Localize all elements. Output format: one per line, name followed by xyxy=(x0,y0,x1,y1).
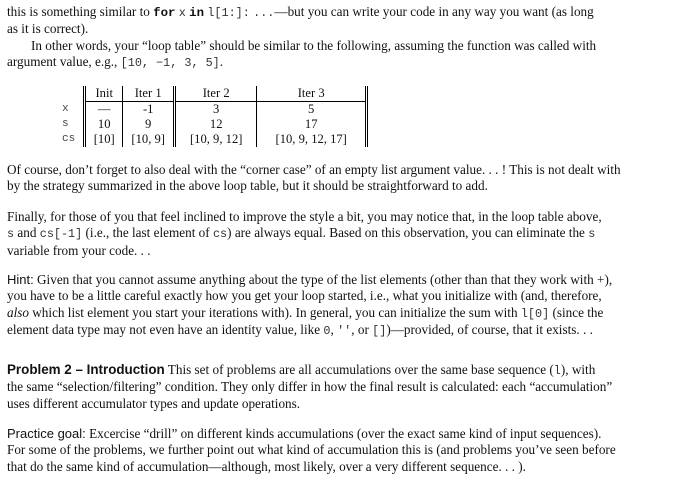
corner-case-line-1: Of course, don’t forget to also deal with the “corner case” of an empty list argument value. . . ! This is not dealt with xyxy=(7,162,621,177)
table-cell: [10, 9, 12] xyxy=(175,132,257,147)
intro-line-3: In other words, your “loop table” should be similar to the following, assuming the function was called with xyxy=(31,37,597,53)
table-cell: 12 xyxy=(175,117,257,132)
hint-line-3: also which list element you start your iterations with). In general, you can initialize the sum with l[0] (since the xyxy=(7,304,604,321)
table-cell: 9 xyxy=(123,117,175,132)
header-init: Init xyxy=(85,86,123,102)
row-label: s xyxy=(62,118,69,130)
problem2-line-2: the same “selection/filtering” condition. They only differ in how the final result is calculated: each “accumulation” xyxy=(7,379,613,395)
practice-line-1: Practice goal: Excercise “drill” on different kinds accumulations (over the exact same kind of input sequences). xyxy=(7,426,602,441)
code-example-argument: [10, −1, 3, 5] xyxy=(120,56,220,71)
intro-line-2: as it is correct). xyxy=(7,21,89,37)
problem2-line-3: uses different accumulator types and update operations. xyxy=(7,395,301,411)
intro-paragraph xyxy=(7,4,683,72)
table-row xyxy=(58,132,367,147)
code-cs-variable: cs xyxy=(212,227,228,242)
header-iter-3: Iter 3 xyxy=(257,86,367,102)
code-empty-string: '' xyxy=(337,324,352,339)
loop-table-header xyxy=(58,86,367,102)
hint-label: Hint: xyxy=(7,272,34,287)
table-row xyxy=(58,102,367,118)
problem2-paragraph xyxy=(7,362,683,412)
table-cell: 10 xyxy=(85,117,123,132)
code-l0: l[0] xyxy=(520,306,550,321)
code-s-variable: s xyxy=(588,227,596,242)
intro-line-1: this is something similar to for x in l[1:]: ...—but you can write your code in any way you want (as long xyxy=(7,4,594,20)
finally-line-1: Finally, for those of you that feel inclined to improve the style a bit, you may notice that, in the loop table above, xyxy=(7,209,602,224)
hint-line-1: Hint: Given that you cannot assume anything about the type of the list elements (other than that they work with +), xyxy=(7,272,613,287)
hint-line-2: you have to be a little careful exactly how you get your loop started, i.e., what you initialize with (and, therefore, xyxy=(7,288,602,304)
code-in-keyword: in xyxy=(189,6,205,20)
table-row xyxy=(58,117,367,132)
row-label: x xyxy=(62,102,69,115)
table-cell: 5 xyxy=(257,102,367,118)
table-cell: 3 xyxy=(175,102,257,118)
code-x-variable: x xyxy=(178,6,186,20)
hint-line-4: element data type may not even have an identity value, like 0, '', or [])—provided, of course, that it exists. . . xyxy=(7,322,593,339)
finally-line-3: variable from your code. . . xyxy=(7,242,151,258)
row-label: cs xyxy=(62,133,76,145)
table-cell: [10, 9] xyxy=(123,132,175,147)
header-iter-2: Iter 2 xyxy=(175,86,257,102)
code-s-variable: s xyxy=(7,227,15,242)
table-cell: [10] xyxy=(85,132,123,147)
practice-line-3: that do the same kind of accumulation—although, most likely, over a very different sequence. . . ). xyxy=(7,458,526,474)
finally-line-2: s and cs[-1] (i.e., the last element of cs) are always equal. Based on this observation, you can eliminate the s xyxy=(7,225,596,242)
code-l-variable: l xyxy=(553,364,561,378)
hint-paragraph xyxy=(7,272,683,340)
code-zero: 0 xyxy=(323,324,331,339)
table-cell: — xyxy=(85,102,123,118)
hint-emphasis: also xyxy=(7,304,29,320)
header-iter-1: Iter 1 xyxy=(123,86,175,102)
table-cell: -1 xyxy=(123,102,175,118)
code-for-keyword: for xyxy=(153,6,176,20)
code-slice: l[1:]: xyxy=(207,6,250,20)
corner-case-line-2: by the strategy summarized in the above loop table, but it should be straightforward to add. xyxy=(7,178,488,194)
practice-paragraph xyxy=(7,426,683,475)
finally-paragraph xyxy=(7,209,683,259)
practice-label: Practice goal: xyxy=(7,426,86,441)
code-cs-last: cs[-1] xyxy=(39,227,83,242)
problem2-line-1: Problem 2 – Introduction This set of problems are all accumulations over the same base sequence (l), with xyxy=(7,362,596,378)
intro-line-4: argument value, e.g., [10, −1, 3, 5]. xyxy=(7,54,224,71)
code-ellipsis: ... xyxy=(253,6,275,20)
table-cell: 17 xyxy=(257,117,367,132)
problem2-title: Problem 2 – Introduction xyxy=(7,362,165,377)
practice-line-2: For some of the problems, we further point out what kind of accumulation this is (and problems you’ve seen before xyxy=(7,442,616,458)
loop-table xyxy=(58,86,368,147)
code-empty-list: [] xyxy=(372,324,387,339)
table-cell: [10, 9, 12, 17] xyxy=(257,132,367,147)
corner-case-paragraph xyxy=(7,162,683,195)
